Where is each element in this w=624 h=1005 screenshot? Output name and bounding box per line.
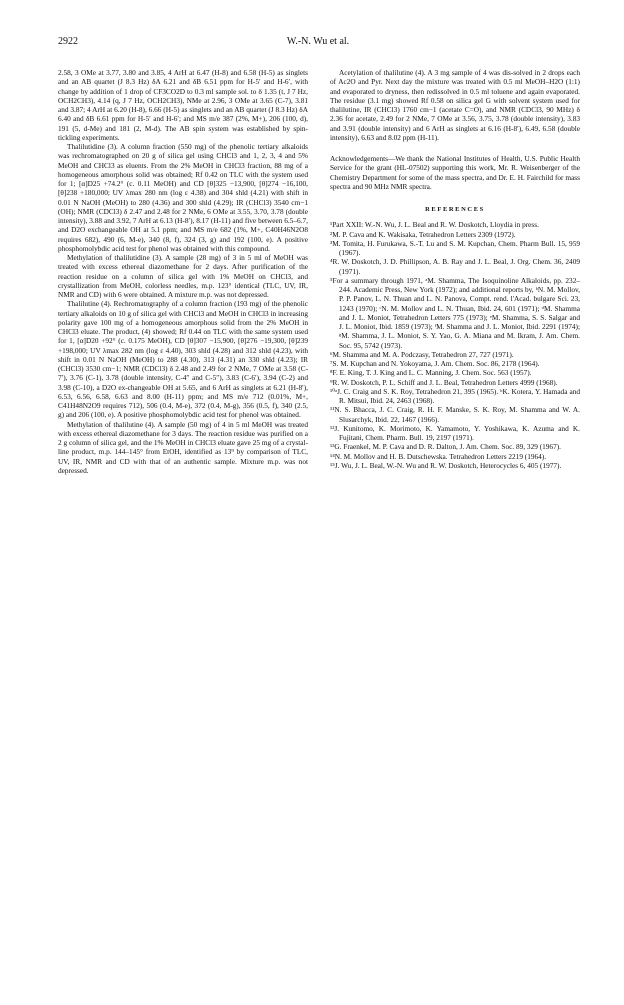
running-head-authors: W.-N. Wu et al. (286, 36, 350, 47)
paragraph-methylation-thalilutine: Methylation of thalilutine (4). A sample (50 mg) of 4 in 5 ml MeOH was treated with excess ethereal diazomethane for 3 days. The reaction residue was purified on a 2 g column of silica gel, and the 1% MeOH in CHCl3 eluate gave 25 mg of a crystal-line product, m.p. 144–145° from EtOH, identified as 13⁹ by comparison of TLC, UV, IR, NMR and CD with that of an authentic sample. Mixture m.p. was not depressed. (58, 419, 308, 475)
reference-item: ¹⁰ᵃJ. C. Craig and S. K. Roy, Tetrahedron 21, 395 (1965). ᵇK. Kotera, Y. Hamada and R. Mitsui, Ibid. 24, 2463 (1968). (330, 386, 580, 405)
reference-item: ¹⁴N. M. Mollov and H. B. Dutschewska. Tetrahedron Letters 2219 (1964). (330, 451, 547, 461)
reference-item: ⁶M. Shamma and M. A. Podczasy, Tetrahedron 27, 727 (1971). (330, 349, 514, 359)
page-header (58, 36, 578, 50)
paragraph-thalilutidine: Thalilutidine (3). A column fraction (550 mg) of the phenolic tertiary alkaloids was rechromatographed on 20 g of silica gel using CHCl3 and 1, 2, 3, 4 and 5% MeOH and CHCl3 as eluents. From the 2% MeOH in CHCl3 fraction, 88 mg of a homogeneous amorphous solid was obtained; Rf 0.42 on TLC with the system used for 1; [α]D25 +74.2° (c. 0.11 MeOH) and CD [θ]325 −13,900, [θ]274 −16,100, [θ]238 +180,000; UV λmax 280 nm (log ε 4.38) and 304 shld (4.21) with shift in 0.01 N NaOH (MeOH) to 280 (4.36) and 300 shld (4.29); IR (CHCl3) 3540 cm−1 (OH); NMR (CDCl3) δ 2.47 and 2.48 for 2 NMe, 6 OMe at 3.55, 3.70, 3.78 (double intensity), 3.88 and 3.92, 7 ArH at 6.13 (H-8′), 8.17 (H-11) and five between 6.5–6.7, and D2O exchangeable OH at 5.1 ppm; and MS m/e 682 (1%, M+, C40H46N2O8 requires 682), 490 (6, M-e), 340 (8, f), 324 (3, g) and 192 (100, e). A positive phosphomolybdic acid test for phenol was obtained with this compound. (58, 142, 308, 253)
page-number: 2922 (58, 36, 78, 47)
reference-item: ³M. Tomita, H. Furukawa, S.-T. Lu and S. M. Kupchan, Chem. Pharm Bull. 15, 959 (1967). (330, 238, 580, 257)
left-column (58, 68, 308, 475)
reference-item: ¹Part XXII: W.-N. Wu, J. L. Beal and R. W. Doskotch, Lloydia in press. (330, 220, 539, 230)
paragraph-acetylation: Acetylation of thalilutine (4). A 3 mg sample of 4 was dis-solved in 2 drops each of Ac2O and Pyr. Next day the mixture was treated with 0.5 ml MeOH–H2O (1:1) and evaporated to dryness, then redissolved in 0.5 ml toluene and again evaporated. The residue (3.1 mg) showed Rf 0.58 on silica gel G with solvent system used for thalilutine, IR (CHCl3) 1760 cm−1 (acetate C=O), and NMR (CDCl3, 90 MHz) δ 2.36 for acetate, 2.49 for 2 NMe, 7 OMe at 3.56, 3.75, 3.78 (double intensity), 3.83 and 3.91 (double intensity) and 6 ArH as singlets at 6.16 (H-8′), 6.49, 6.58 (double intensity), 6.63 and 8.02 ppm (H-11). (330, 68, 580, 142)
reference-item: ¹¹N. S. Bhacca, J. C. Craig, R. H. F. Manske, S. K. Roy, M. Shamma and W. A. Slusarchyk, Ibid. 22, 1467 (1966). (330, 405, 580, 424)
reference-item: ⁵For a summary through 1971, ᵃM. Shamma, The Isoquinoline Alkaloids, pp. 232–244. Academic Press, New York (1972); and additional reports by, ᵇN. M. Mollov, P. P. Panov, L. N. Thuan and L. N. Panova, Compt. rend. l'Acad. bulgare Sci. 23, 1243 (1970); ᶜN. M. Mollov and L. N. Thuan, Ibid. 24, 601 (1971); ᵈM. Shamma and J. L. Moniot, Tetrahedron Letters 775 (1973); ᵉM. Shamma, S. S. Salgar and J. L. Moniot, Ibid. 1859 (1973); ᶠM. Shamma and J. L. Moniot, Ibid. 2291 (1974); ᵍM. Shamma, J. L. Moniot, S. Y. Yao, G. A. Miana and M. Ikram, J. Am. Chem. Soc. 95, 5742 (1973). (330, 275, 580, 350)
paragraph-thalilutine: Thalilutine (4). Rechromatography of a column fraction (193 mg) of the phenolic tertiary alkaloids on 10 g of silica gel with CHCl3 and MeOH in CHCl3 in increasing polarity gave 100 mg of a homogeneous amorphous solid from the 2% MeOH in CHCl3 eluate. The product, (4) showed; Rf 0.44 on TLC with the same system used for 1, [α]D20 +92° (c. 0.175 MeOH), CD [θ]307 −15,900, [θ]276 −19,300, [θ]239 +198,000; UV λmax 282 nm (log ε 4.40), 303 shld (4.28) and 312 shld (4.23), with shift in 0.01 N NaOH (MeOH) to 288 (4.30), 313 (4.31) an 330 shld (4.23); IR (CHCl3) 3530 cm−1; NMR (CDCl3) δ 2.48 and 2.49 for 2 NMe, 7 OMe at 3.58 (C-7′), 3.76 (C-1), 3.78 (double intensity, C-4″ and C-5″), 3.83 (C-6′), 3.94 (C-2) and 3.98 (C-10), a D2O ex-changeable OH at 5.65, and 6 ArH as singlets at 6.21 (H-8′), 6.53, 6.56, 6.58, 6.63 and 8.00 (H-11) ppm; and MS m/e 712 (0.01%, M+, C41H48N2O9 requires 712), 506 (0.4, M-e), 372 (0.4, M-g), 356 (0.5, f), 340 (2.5, g) and 206 (100, e). A positive phosphomolybdic acid test for phenol was obtained. (58, 299, 308, 420)
reference-item: ⁷S. M. Kupchan and N. Yokoyama, J. Am. Chem. Soc. 86, 2178 (1964). (330, 359, 540, 368)
references-list (330, 220, 580, 470)
reference-item: ¹²J. Kunitomo, K. Morimoto, K. Yamamoto, Y. Yoshikawa, K. Azuma and K. Fujitani, Chem. Pharm. Bull. 19, 2197 (1971). (330, 423, 580, 442)
reference-item: ⁸F. E. King, T. J. King and L. C. Manning, J. Chem. Soc. 563 (1957). (330, 368, 532, 378)
reference-item: ⁴R. W. Doskotch, J. D. Phillipson, A. B. Ray and J. L. Beal, J. Org. Chem. 36, 2409 (1971). (330, 257, 580, 276)
reference-item: ¹⁵J. Wu, J. L. Beal, W.-N. Wu and R. W. Doskotch, Heterocycles 6, 405 (1977). (330, 460, 562, 470)
reference-item: ⁹R. W. Doskotch, P. L. Schiff and J. L. Beal, Tetrahedron Letters 4999 (1968). (330, 377, 558, 387)
acknowledgements: Acknowledgements—We thank the National Institutes of Health, U.S. Public Health Service for the grant (HL-07502) supporting this work, Mr. R. Weisenberger of the Chemistry Department for some of the mass spectra, and Dr. E. H. Fairchild for mass spectra and 90 MHz NMR spectra. (330, 154, 580, 191)
reference-item: ²M. P. Cava and K. Wakisaka, Tetrahedron Letters 2309 (1972). (330, 229, 516, 239)
paragraph-nmr-continuation: 2.58, 3 OMe at 3.77, 3.80 and 3.85, 4 ArH at 6.47 (H-8) and 6.58 (H-5) as singlets and an AB quartet (J 8.3 Hz) δA 6.21 and δB 6.51 ppm for H-5′ and H-6′, with change by addition of 1 drop of CF3CO2D to 0.3 ml sample sol. to δ 1.35 (t, J 7 Hz, OCH2CH3), 4.14 (q, J 7 Hz, OCH2CH3), NMe at 2.96, 3 OMe at 3.65 (C-7), 3.81 and 3.87; 4 ArH at 6.20 (H-8), 6.66 (H-5) as singlets and an AB quartet (J 8.3 Hz) δA 6.40 and δB 6.61 ppm for H-5′ and H-6′; and MS m/e 387 (2%, M+), 206 (100, d), 191 (5, d-Me) and 181 (2, M-d). The AB spin system was established by spin-tickling experiments. (58, 68, 308, 142)
right-column (330, 68, 580, 470)
paragraph-methylation-thalilutidine: Methylation of thalilutidine (3). A sample (28 mg) of 3 in 5 ml of MeOH was treated with excess ethereal diazomethane for 2 days. After purification of the reaction residue on a column of silica gel with 1% MeOH on CHCl3, and crystallization from MeOH, colorless needles, m.p. 123° identical (TLC, UV, IR, NMR and CD) with 6 were obtained. A mixture m.p. was not depressed. (58, 253, 308, 299)
references-heading: REFERENCES (425, 206, 485, 213)
reference-item: ¹³G. Fraenkel, M. P. Cava and D. R. Dalton, J. Am. Chem. Soc. 89, 329 (1967). (330, 442, 561, 452)
